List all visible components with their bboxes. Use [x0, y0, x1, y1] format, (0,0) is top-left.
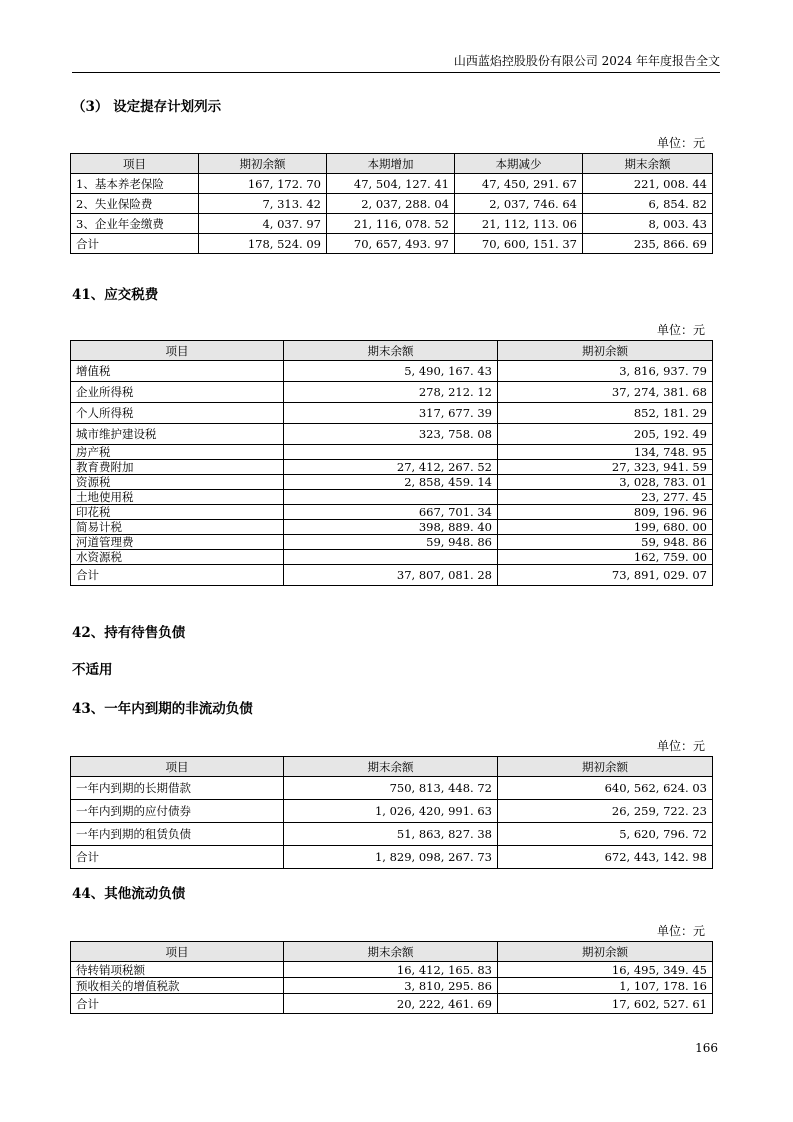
cell-value: 1, 026, 420, 991. 63	[284, 800, 498, 823]
not-applicable-text: 不适用	[72, 662, 113, 678]
table-row	[71, 800, 713, 823]
table-row	[71, 460, 713, 475]
row-label: 资源税	[71, 475, 284, 490]
cell-value: 47, 504, 127. 41	[327, 174, 455, 194]
column-header: 项目	[71, 942, 284, 962]
column-header: 项目	[71, 341, 284, 361]
row-label: 预收相关的增值税款	[71, 978, 284, 994]
row-label: 合计	[71, 565, 284, 586]
unit-label: 单位：元	[656, 739, 705, 753]
other-current-liabilities-table	[70, 941, 713, 1014]
cell-value: 2, 037, 288. 04	[327, 194, 455, 214]
table-row	[71, 382, 713, 403]
table-total-row	[71, 994, 713, 1014]
cell-value: 852, 181. 29	[498, 403, 713, 424]
cell-value: 6, 854. 82	[583, 194, 713, 214]
unit-label: 单位：元	[656, 924, 705, 938]
cell-value: 37, 274, 381. 68	[498, 382, 713, 403]
cell-value: 1, 107, 178. 16	[498, 978, 713, 994]
row-label: 1、基本养老保险	[71, 174, 199, 194]
cell-value: 59, 948. 86	[284, 535, 498, 550]
cell-value: 5, 620, 796. 72	[498, 823, 713, 846]
cell-value: 27, 323, 941. 59	[498, 460, 713, 475]
table-header-row	[71, 942, 713, 962]
column-header: 期末余额	[284, 757, 498, 777]
cell-value: 1, 829, 098, 267. 73	[284, 846, 498, 869]
table-row	[71, 777, 713, 800]
row-label: 土地使用税	[71, 490, 284, 505]
row-label: 简易计税	[71, 520, 284, 535]
row-label: 一年内到期的长期借款	[71, 777, 284, 800]
table-row	[71, 445, 713, 460]
cell-value: 17, 602, 527. 61	[498, 994, 713, 1014]
section-heading-taxes-payable: 41、应交税费	[72, 287, 159, 303]
cell-value	[284, 445, 498, 460]
current-portion-noncurrent-table	[70, 756, 713, 869]
cell-value: 16, 495, 349. 45	[498, 962, 713, 978]
table-total-row	[71, 234, 713, 254]
cell-value: 178, 524. 09	[199, 234, 327, 254]
cell-value: 21, 116, 078. 52	[327, 214, 455, 234]
cell-value: 3, 816, 937. 79	[498, 361, 713, 382]
cell-value: 134, 748. 95	[498, 445, 713, 460]
cell-value: 26, 259, 722. 23	[498, 800, 713, 823]
cell-value: 21, 112, 113. 06	[455, 214, 583, 234]
cell-value: 8, 003. 43	[583, 214, 713, 234]
cell-value: 3, 810, 295. 86	[284, 978, 498, 994]
cell-value: 317, 677. 39	[284, 403, 498, 424]
section-heading-current-portion-noncurrent: 43、一年内到期的非流动负债	[72, 701, 253, 717]
cell-value: 2, 037, 746. 64	[455, 194, 583, 214]
column-header: 项目	[71, 154, 199, 174]
cell-value: 162, 759. 00	[498, 550, 713, 565]
column-header: 期初余额	[199, 154, 327, 174]
row-label: 一年内到期的租赁负债	[71, 823, 284, 846]
table-row	[71, 490, 713, 505]
unit-label: 单位：元	[656, 323, 705, 337]
cell-value: 3, 028, 783. 01	[498, 475, 713, 490]
table-header-row	[71, 757, 713, 777]
table-row	[71, 403, 713, 424]
cell-value: 667, 701. 34	[284, 505, 498, 520]
cell-value	[284, 550, 498, 565]
cell-value	[284, 490, 498, 505]
cell-value: 205, 192. 49	[498, 424, 713, 445]
cell-value: 23, 277. 45	[498, 490, 713, 505]
table-header-row	[71, 341, 713, 361]
column-header: 期末余额	[284, 341, 498, 361]
table-row	[71, 823, 713, 846]
row-label: 3、企业年金缴费	[71, 214, 199, 234]
cell-value: 2, 858, 459. 14	[284, 475, 498, 490]
table-header-row	[71, 154, 713, 174]
table-row	[71, 214, 713, 234]
cell-value: 398, 889. 40	[284, 520, 498, 535]
table-row	[71, 361, 713, 382]
cell-value: 167, 172. 70	[199, 174, 327, 194]
taxes-payable-table	[70, 340, 713, 586]
column-header: 期初余额	[498, 757, 713, 777]
table-row	[71, 424, 713, 445]
cell-value: 27, 412, 267. 52	[284, 460, 498, 475]
cell-value: 51, 863, 827. 38	[284, 823, 498, 846]
column-header: 本期增加	[327, 154, 455, 174]
cell-value: 37, 807, 081. 28	[284, 565, 498, 586]
table-row	[71, 550, 713, 565]
row-label: 一年内到期的应付债券	[71, 800, 284, 823]
cell-value: 4, 037. 97	[199, 214, 327, 234]
cell-value: 235, 866. 69	[583, 234, 713, 254]
cell-value: 640, 562, 624. 03	[498, 777, 713, 800]
row-label: 2、失业保险费	[71, 194, 199, 214]
cell-value: 5, 490, 167. 43	[284, 361, 498, 382]
row-label: 合计	[71, 994, 284, 1014]
cell-value: 221, 008. 44	[583, 174, 713, 194]
table-total-row	[71, 846, 713, 869]
column-header: 项目	[71, 757, 284, 777]
row-label: 合计	[71, 846, 284, 869]
column-header: 期末余额	[583, 154, 713, 174]
cell-value: 323, 758. 08	[284, 424, 498, 445]
column-header: 期初余额	[498, 341, 713, 361]
table-row	[71, 505, 713, 520]
row-label: 合计	[71, 234, 199, 254]
cell-value: 809, 196. 96	[498, 505, 713, 520]
row-label: 增值税	[71, 361, 284, 382]
table-row	[71, 475, 713, 490]
cell-value: 70, 600, 151. 37	[455, 234, 583, 254]
section-heading-other-current-liabilities: 44、其他流动负债	[72, 886, 186, 902]
table-row	[71, 962, 713, 978]
section-heading-held-for-sale: 42、持有待售负债	[72, 625, 186, 641]
cell-value: 199, 680. 00	[498, 520, 713, 535]
column-header: 期初余额	[498, 942, 713, 962]
column-header: 期末余额	[284, 942, 498, 962]
table-row	[71, 194, 713, 214]
table-row	[71, 978, 713, 994]
page-number: 166	[695, 1041, 718, 1055]
row-label: 房产税	[71, 445, 284, 460]
row-label: 教育费附加	[71, 460, 284, 475]
table-row	[71, 174, 713, 194]
table-row	[71, 535, 713, 550]
cell-value: 16, 412, 165. 83	[284, 962, 498, 978]
page-header: 山西蓝焰控股股份有限公司 2024 年年度报告全文	[72, 52, 720, 73]
column-header: 本期减少	[455, 154, 583, 174]
cell-value: 47, 450, 291. 67	[455, 174, 583, 194]
cell-value: 70, 657, 493. 97	[327, 234, 455, 254]
row-label: 水资源税	[71, 550, 284, 565]
table-total-row	[71, 565, 713, 586]
row-label: 城市维护建设税	[71, 424, 284, 445]
unit-label: 单位：元	[656, 136, 705, 150]
defined-contribution-table	[70, 153, 713, 254]
row-label: 待转销项税额	[71, 962, 284, 978]
row-label: 企业所得税	[71, 382, 284, 403]
cell-value: 672, 443, 142. 98	[498, 846, 713, 869]
row-label: 印花税	[71, 505, 284, 520]
table-row	[71, 520, 713, 535]
section-heading-defined-contribution: （3） 设定提存计划列示	[72, 99, 222, 115]
cell-value: 73, 891, 029. 07	[498, 565, 713, 586]
row-label: 个人所得税	[71, 403, 284, 424]
row-label: 河道管理费	[71, 535, 284, 550]
cell-value: 20, 222, 461. 69	[284, 994, 498, 1014]
cell-value: 7, 313. 42	[199, 194, 327, 214]
cell-value: 278, 212. 12	[284, 382, 498, 403]
cell-value: 59, 948. 86	[498, 535, 713, 550]
cell-value: 750, 813, 448. 72	[284, 777, 498, 800]
